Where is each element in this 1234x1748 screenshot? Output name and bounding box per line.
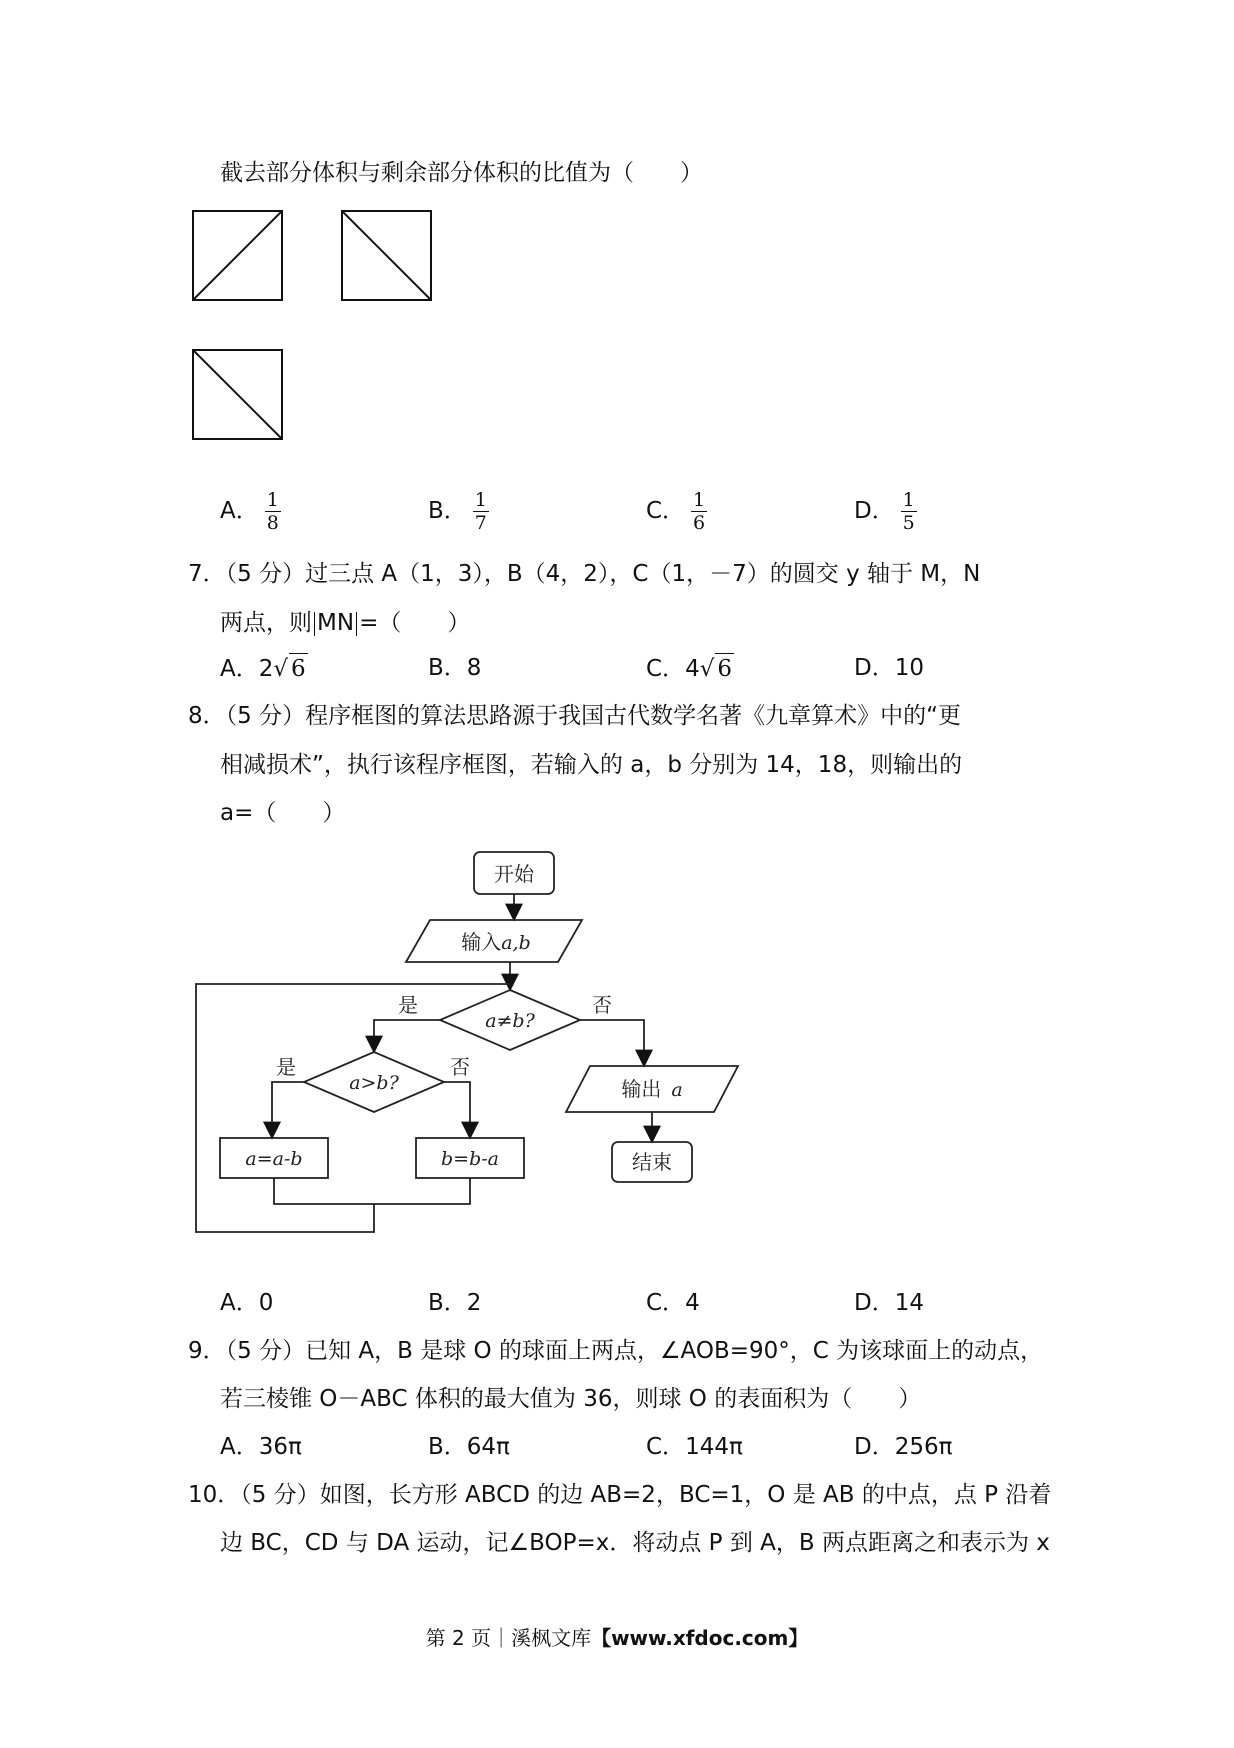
q9-option-d: D．256π (854, 1434, 953, 1460)
q8-line2: 相减损术”，执行该程序框图，若输入的 a，b 分别为 14，18，则输出的 (220, 752, 963, 778)
q6-option-b: B． $\frac{1}{7}$ (428, 489, 487, 534)
q7-option-a: A．2√ 6 (220, 653, 308, 684)
flow-end-label: 结束 (632, 1150, 672, 1174)
q10-line1: 10．（5 分）如图，长方形 ABCD 的边 AB=2，BC=1，O 是 AB 的中点，点 P 沿着 (188, 1482, 1052, 1508)
q9-line1: 9．（5 分）已知 A，B 是球 O 的球面上两点，∠AOB=90°，C 为该球面上的动点， (188, 1338, 1044, 1364)
flow-yes1-label: 是 (398, 993, 418, 1017)
flow-input-label: 输入a,b (461, 930, 531, 954)
q6-option-a: A． $\frac{1}{8}$ (220, 489, 279, 534)
q6-option-d: D． $\frac{1}{5}$ (854, 489, 915, 534)
q9-line2: 若三棱锥 O－ABC 体积的最大值为 36，则球 O 的表面积为（ ） (220, 1386, 922, 1412)
q6-option-c: C． $\frac{1}{6}$ (646, 489, 706, 534)
page-footer (0, 1624, 1234, 1652)
footer-site: 【www.xfdoc.com】 (591, 1626, 809, 1650)
flow-output-label: 输出 a (621, 1077, 683, 1101)
q8-option-c: C．4 (646, 1290, 700, 1316)
q7-line1: 7．（5 分）过三点 A（1，3），B（4，2），C（1，－7）的圆交 y 轴于 M，N (188, 561, 981, 587)
q8-option-a: A．0 (220, 1290, 274, 1316)
side-view (342, 211, 431, 300)
q9-option-b: B．64π (428, 1434, 510, 1460)
flow-yes2-label: 是 (276, 1055, 296, 1079)
flow-no1-label: 否 (592, 993, 612, 1017)
flowchart (190, 848, 750, 1248)
q8-line3: a=（ ） (220, 800, 346, 826)
q8-option-d: D．14 (854, 1290, 924, 1316)
front-view (193, 211, 282, 300)
flow-cond1-label: a≠b? (485, 1010, 535, 1032)
flow-no2-label: 否 (450, 1055, 470, 1079)
q9-option-a: A．36π (220, 1434, 302, 1460)
top-view (193, 350, 282, 439)
three-view-diagram (190, 208, 440, 448)
q7-line2: 两点，则 MN =（ ） (220, 610, 471, 636)
q7-option-c: C．4√ 6 (646, 653, 734, 684)
q6-text: 截去部分体积与剩余部分体积的比值为（ ） (220, 160, 703, 186)
q7-option-d: D．10 (854, 655, 924, 681)
flow-start-label: 开始 (494, 862, 534, 886)
q8-line1: 8．（5 分）程序框图的算法思路源于我国古代数学名著《九章算术》中的“更 (188, 703, 961, 729)
flow-assign-a-label: a=a-b (245, 1148, 303, 1170)
flow-cond2-label: a>b? (349, 1072, 399, 1094)
footer-page: 第 2 页｜溪枫文库 (425, 1626, 592, 1650)
q9-option-c: C．144π (646, 1434, 743, 1460)
q10-line2: 边 BC，CD 与 DA 运动，记∠BOP=x．将动点 P 到 A，B 两点距离之和表示为 x (220, 1530, 1050, 1556)
q8-option-b: B．2 (428, 1290, 482, 1316)
flow-assign-b-label: b=b-a (441, 1148, 499, 1170)
q7-option-b: B．8 (428, 655, 482, 681)
